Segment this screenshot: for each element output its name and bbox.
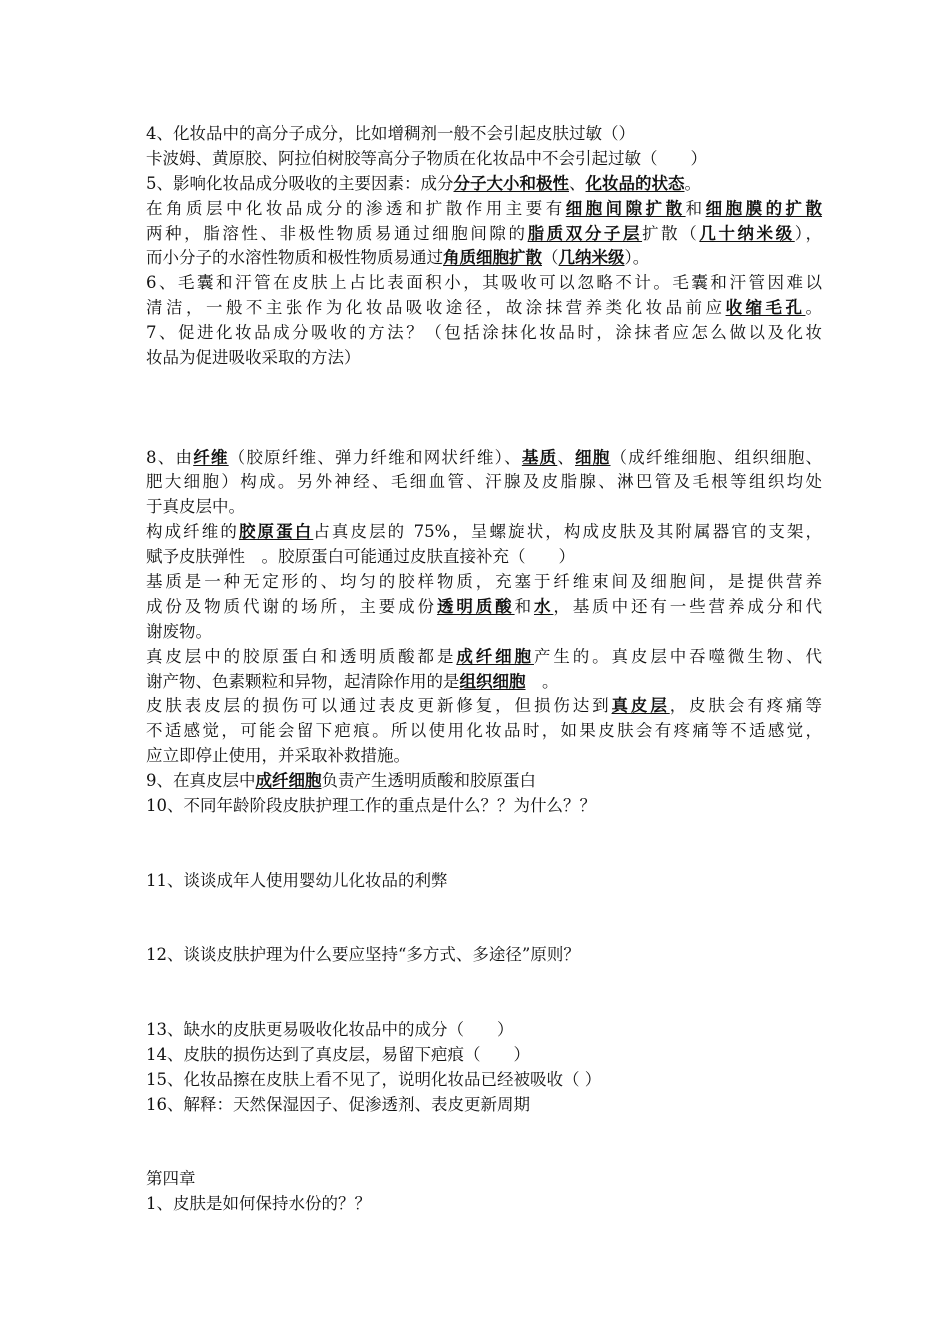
key-answer: 细胞膜的扩散 (705, 198, 823, 218)
key-answer: 收缩毛孔 (725, 298, 806, 318)
blank-line (146, 1118, 822, 1143)
text-line (146, 197, 822, 222)
text-line (146, 545, 822, 570)
text-line (146, 1018, 822, 1043)
text-run: 卡波姆、黄原胶、阿拉伯树胶等高分子物质在化妆品中不会引起过敏（ ） (146, 148, 707, 168)
text-run: 成份及物质代谢的场所，主要成份 (146, 596, 437, 616)
text-run: 谢产物、色素颗粒和异物，起清除作用的是 (146, 671, 460, 691)
text-run: 、 (557, 447, 576, 467)
text-run: 12、谈谈皮肤护理为什么要应坚持“多方式、多途径”原则？ (146, 945, 580, 965)
text-line (146, 794, 822, 819)
text-run: 、 (569, 173, 586, 193)
blank-line (146, 371, 822, 396)
text-run: 两种，脂溶性、非极性物质易通过细胞间隙的 (146, 223, 528, 243)
blank-line (146, 894, 822, 919)
text-run: ，皮肤会有疼痛等 (669, 696, 823, 716)
key-answer: 几十纳米级 (699, 223, 795, 243)
text-line (146, 446, 822, 471)
text-run: （成纤维细胞、组织细胞、 (610, 447, 823, 467)
text-line (146, 670, 822, 695)
text-run: 谢废物。 (146, 621, 212, 641)
text-line (146, 570, 822, 595)
text-run: 。 (525, 671, 559, 691)
key-answer: 基质 (521, 447, 558, 467)
text-run: 在角质层中化妆品成分的渗透和扩散作用主要有 (146, 198, 566, 218)
text-line (146, 346, 822, 371)
text-line (146, 769, 822, 794)
text-run: 负责产生透明质酸和胶原蛋白 (321, 771, 536, 791)
blank-line (146, 968, 822, 993)
text-line (146, 172, 822, 197)
text-run: 清洁，一般不主张作为化妆品吸收途径，故涂抹营养类化妆品前应 (146, 298, 726, 318)
text-line (146, 744, 822, 769)
text-line (146, 1068, 822, 1093)
text-run: 9、在真皮层中 (146, 771, 256, 791)
text-line (146, 1167, 822, 1192)
text-line (146, 122, 822, 147)
text-run: 。 (684, 173, 701, 193)
text-run: 5、影响化妆品成分吸收的主要因素：成分 (146, 173, 454, 193)
text-run: 产生的。真皮层中吞噬微生物、代 (533, 646, 823, 666)
blank-line (146, 1143, 822, 1168)
text-run: 不适感觉，可能会留下疤痕。所以使用化妆品时，如果皮肤会有疼痛等不适感觉， (146, 721, 822, 741)
blank-line (146, 396, 822, 421)
text-run: 和 (685, 198, 706, 218)
blank-line (146, 919, 822, 944)
blank-line (146, 819, 822, 844)
text-run: ，基质中还有一些营养成分和代 (553, 596, 823, 616)
text-line (146, 645, 822, 670)
text-run: 14、皮肤的损伤达到了真皮层，易留下疤痕（ ） (146, 1044, 530, 1064)
key-answer: 透明质酸 (436, 596, 515, 616)
text-run: 占真皮层的 75%，呈螺旋状，构成皮肤及其附属器官的支架， (313, 522, 823, 542)
text-line (146, 470, 822, 495)
text-run: 第四章 (146, 1169, 196, 1189)
document-body (146, 122, 822, 1217)
text-run: 15、化妆品擦在皮肤上看不见了，说明化妆品已经被吸收（ ） (146, 1069, 602, 1089)
blank-line (146, 421, 822, 446)
blank-line (146, 844, 822, 869)
key-answer: 细胞 (575, 447, 611, 467)
text-run: 。 (805, 298, 823, 318)
text-line (146, 520, 822, 545)
text-run: （ (542, 248, 559, 268)
text-run: 1、皮肤是如何保持水份的？？ (146, 1194, 371, 1214)
key-answer: 真皮层 (611, 696, 670, 716)
key-answer: 成纤细胞 (456, 646, 534, 666)
text-run: 肥大细胞）构成。另外神经、毛细血管、汗腺及皮脂腺、淋巴管及毛根等组织均处 (146, 472, 822, 492)
text-run: 扩散（ (642, 223, 700, 243)
text-line (146, 620, 822, 645)
text-line (146, 246, 822, 271)
text-run: 8、由 (146, 447, 194, 467)
text-line (146, 869, 822, 894)
key-answer: 分子大小和极性 (453, 173, 569, 193)
text-run: 和 (514, 596, 534, 616)
text-line (146, 495, 822, 520)
text-line (146, 222, 822, 247)
text-run: 16、解释：天然保湿因子、促渗透剂、表皮更新周期 (146, 1094, 530, 1114)
text-run: 皮肤表皮层的损伤可以通过表皮更新修复，但损伤达到 (146, 696, 612, 716)
text-run: 妆品为促进吸收采取的方法） (146, 348, 361, 368)
text-line (146, 694, 822, 719)
text-run: 6、毛囊和汗管在皮肤上占比表面积小，其吸收可以忽略不计。毛囊和汗管因难以 (146, 273, 822, 293)
key-answer: 水 (533, 596, 554, 616)
key-answer: 细胞间隙扩散 (565, 198, 686, 218)
text-line (146, 719, 822, 744)
text-line (146, 1043, 822, 1068)
text-line (146, 296, 822, 321)
text-run: 11、谈谈成年人使用婴幼儿化妆品的利弊 (146, 870, 448, 890)
text-line (146, 1093, 822, 1118)
text-line (146, 595, 822, 620)
text-run: 7、促进化妆品成分吸收的方法？（包括涂抹化妆品时，涂抹者应怎么做以及化妆 (146, 323, 822, 343)
key-answer: 几纳米级 (558, 248, 625, 268)
text-run: 13、缺水的皮肤更易吸收化妆品中的成分（ ） (146, 1020, 514, 1040)
text-run: 基质是一种无定形的、均匀的胶样物质，充塞于纤维束间及细胞间，是提供营养 (146, 572, 822, 592)
text-line (146, 271, 822, 296)
text-run: 于真皮层中。 (146, 497, 245, 517)
text-run: 10、不同年龄阶段皮肤护理工作的重点是什么？？为什么？？ (146, 796, 596, 816)
text-run: 4、化妆品中的高分子成分，比如增稠剂一般不会引起皮肤过敏（） (146, 124, 635, 143)
key-answer: 角质细胞扩散 (443, 248, 542, 268)
text-line (146, 943, 822, 968)
key-answer: 脂质双分子层 (527, 223, 643, 243)
key-answer: 化妆品的状态 (585, 173, 685, 193)
key-answer: 纤维 (193, 447, 229, 467)
key-answer: 成纤细胞 (255, 771, 322, 791)
text-run: 赋予皮肤弹性 。胶原蛋白可能通过皮肤直接补充（ ） (146, 547, 575, 567)
text-line (146, 147, 822, 172)
text-run: 构成纤维的 (146, 522, 239, 542)
key-answer: 组织细胞 (459, 671, 526, 691)
text-line (146, 321, 822, 346)
key-answer: 胶原蛋白 (238, 522, 314, 542)
text-run: ）。 (624, 248, 650, 268)
text-run: 应立即停止使用，并采取补救措施。 (146, 746, 410, 766)
text-run: ）， (794, 223, 823, 243)
text-run: （胶原纤维、弹力纤维和网状纤维）、 (228, 447, 522, 467)
text-run: 而小分子的水溶性物质和极性物质易通过 (146, 248, 443, 268)
blank-line (146, 993, 822, 1018)
text-run: 真皮层中的胶原蛋白和透明质酸都是 (146, 646, 457, 666)
text-line (146, 1192, 822, 1217)
